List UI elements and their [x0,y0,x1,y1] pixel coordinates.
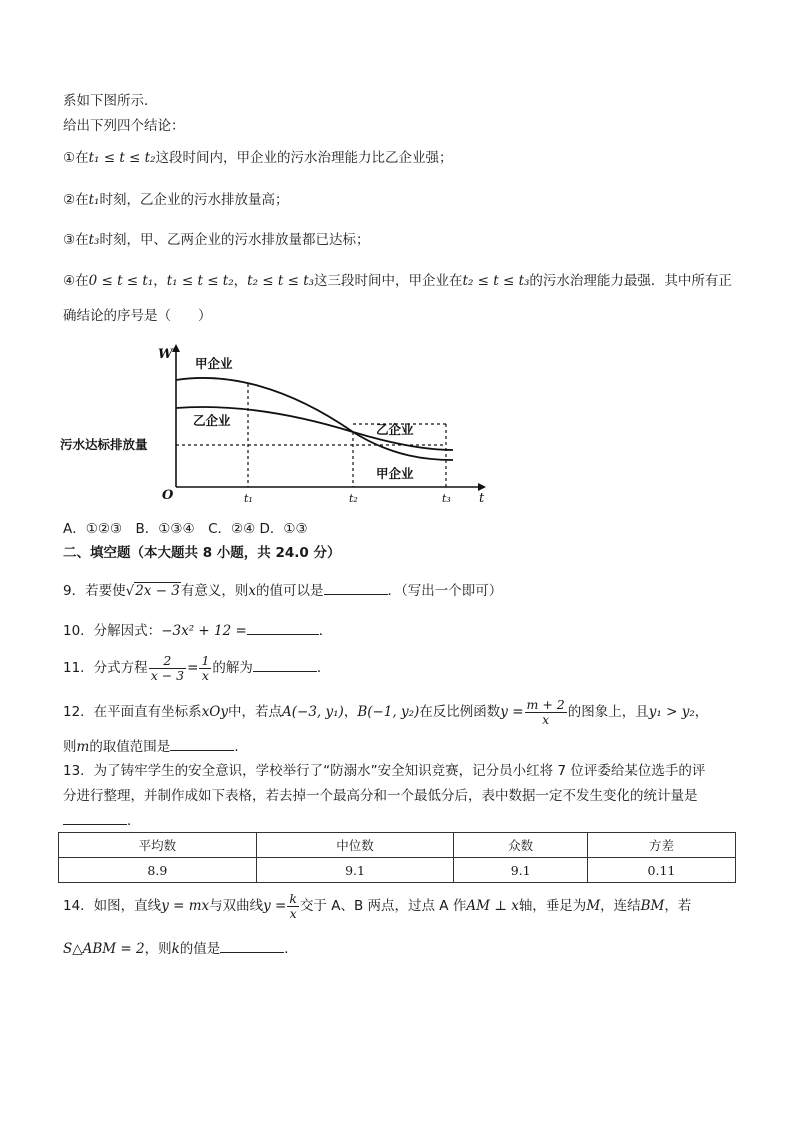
answer-blank-10[interactable] [247,620,319,635]
label-yi-left: 乙企业 [193,413,231,428]
value-mode: 9.1 [454,858,588,883]
question-12-continued: 则m的取值范围是 ． [63,736,248,756]
tick-t2: t₂ [349,492,358,505]
answer-blank-11[interactable] [253,657,317,672]
answer-blank-12[interactable] [170,736,234,751]
question-12: 12．在平面直有坐标系xOy中，若点A(−3, y₁)，B(−1, y₂)在反比例函数y = $\frac{m + 2}{x}$ 的图象上，且y₁ > y₂， [63,696,709,727]
label-jia-top: 甲企业 [195,356,233,371]
question-9: 9．若要使√2x − 3有意义，则x的值可以是 ．（写出一个即可） [63,580,502,600]
table-header-row [59,833,736,858]
pollution-graph [58,342,488,507]
label-yi-right: 乙企业 [376,422,414,437]
section-title: 二、填空题（本大题共 8 小题，共 24.0 分） [63,545,341,561]
table-value-row [59,858,736,883]
question-13-line-1: 13．为了铸牢学生的安全意识，学校举行了“防溺水”安全知识竞赛，记分员小红将 7 位评委给某位选手的评 [63,763,706,779]
question-14: 14．如图，直线y = mx与双曲线y = $\frac{k}{x}$ 交于 A、B 两点，过点 A 作AM ⊥ x轴，垂足为M，连结BM，若 [63,890,692,921]
value-mean: 8.9 [59,858,257,883]
header-mode: 众数 [454,833,588,858]
label-jia-right: 甲企业 [376,466,414,481]
intro-line-1: 系如下图所示． [63,93,158,109]
label-standard: 污水达标排放量 [60,437,148,452]
answer-blank-14[interactable] [220,938,284,953]
x-axis-arrow [478,483,486,491]
origin-label: O [162,488,174,503]
statement-4-continued: 确结论的序号是（ ） [63,308,212,324]
statement-1: ①在t₁ ≤ t ≤ t₂这段时间内，甲企业的污水治理能力比乙企业强； [63,150,453,166]
answer-blank-13[interactable] [63,810,127,825]
statistics-table [58,832,736,883]
value-median: 9.1 [256,858,454,883]
statement-2: ②在t₁时刻，乙企业的污水排放量高； [63,192,289,208]
intro-line-2: 给出下列四个结论： [63,118,185,134]
x-axis-label: t [479,491,485,506]
answer-blank-9[interactable] [324,580,388,595]
statement-3: ③在t₃时刻，甲、乙两企业的污水排放量都已达标； [63,232,370,248]
header-mean: 平均数 [59,833,257,858]
y-axis-arrow [172,344,180,352]
y-axis-label: W [158,347,173,362]
tick-t3: t₃ [442,492,451,505]
question-14-continued: S△ABM = 2，则k的值是 ． [63,938,298,958]
statement-4: ④在0 ≤ t ≤ t₁，t₁ ≤ t ≤ t₂，t₂ ≤ t ≤ t₃这三段时间中，甲企业在t₂ ≤ t ≤ t₃的污水治理能力最强．其中所有正 [63,273,732,289]
tick-t1: t₁ [244,492,253,505]
header-median: 中位数 [256,833,454,858]
answer-choices: A．①②③ B．①③④ C．②④ D．①③ [63,521,308,537]
question-13-line-2: 分进行整理，并制作成如下表格，若去掉一个最高分和一个最低分后，表中数据一定不发生变化的统计量是 [63,788,698,804]
question-11: 11．分式方程 $\frac{2}{x - 3}$ = $\frac{1}{x}$ 的解为 ． [63,652,331,683]
value-variance: 0.11 [587,858,735,883]
header-variance: 方差 [587,833,735,858]
question-10: 10．分解因式：−3x² + 12 = ． [63,620,332,640]
question-13-line-3: ． [63,810,141,830]
